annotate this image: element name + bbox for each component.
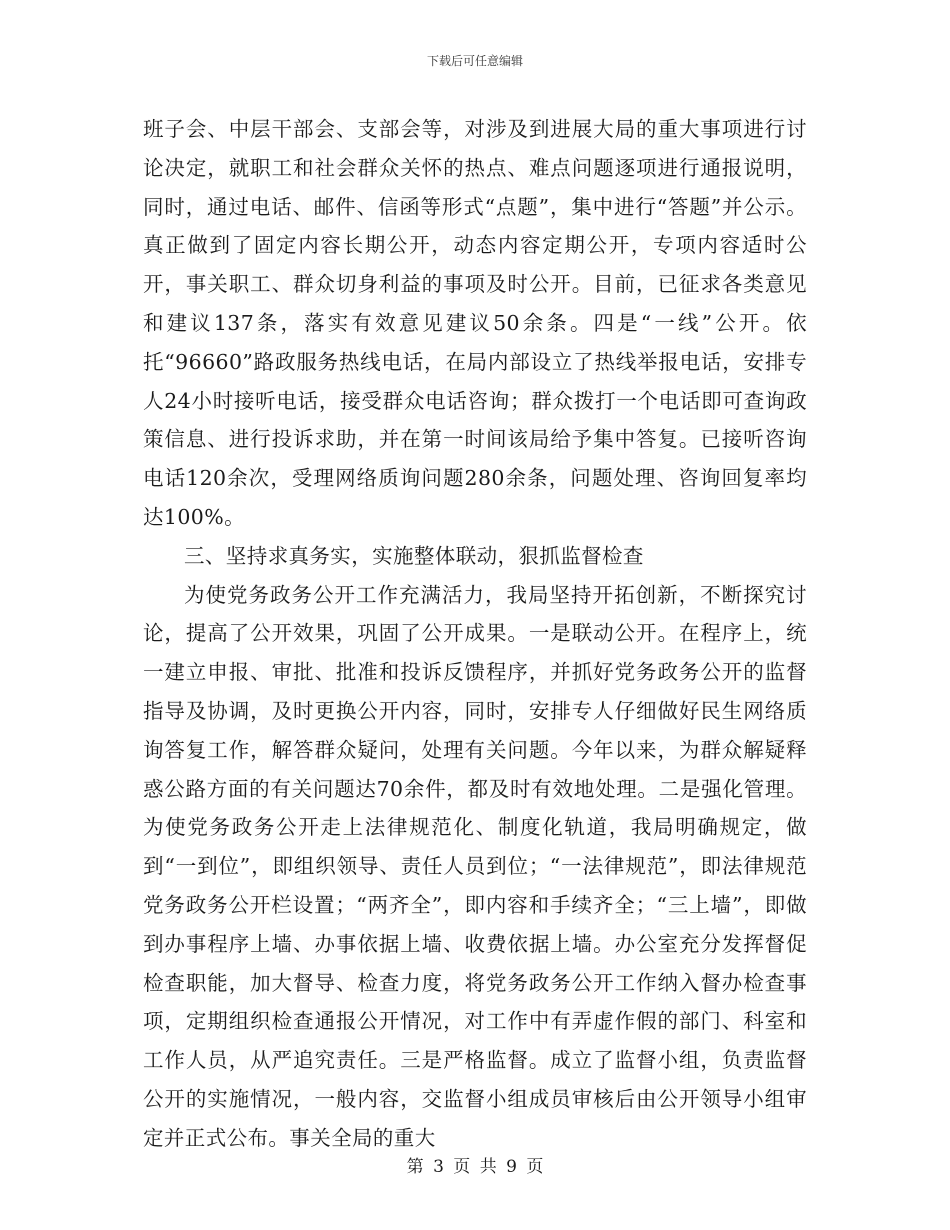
page-header-note: 下载后可任意编辑 — [426, 54, 523, 68]
body-paragraph-1: 班子会、中层干部会、支部会等，对涉及到进展大局的重大事项进行讨论决定，就职工和社会群众关怀的热点、难点问题逐项进行通报说明，同时，通过电话、邮件、信函等形式“点题”，集中进行“答题”并公示。真正做到了固定内容长期公开，动态内容定期公开，专项内容适时公开，事关职工、群众切身利益的事项及时公开。目前，已征求各类意见和建议137条，落实有效意见建议50余条。四是“一线”公开。依托“96660”路政服务热线电话，在局内部设立了热线举报电话，安排专人24小时接听电话，接受群众电话咨询；群众拨打一个电话即可查询政策信息、进行投诉求助，并在第一时间该局给予集中答复。已接听咨询电话120余次，受理网络质询问题280余条，问题处理、咨询回复率均达100%。 — [143, 117, 807, 529]
body-paragraph-2: 为使党务政务公开工作充满活力，我局坚持开拓创新，不断探究讨论，提高了公开效果，巩固了公开成果。一是联动公开。在程序上，统一建立申报、审批、批准和投诉反馈程序，并抓好党务政务公开的监督指导及协调，及时更换公开内容，同时，安排专人仔细做好民生网络质询答复工作，解答群众疑问，处理有关问题。今年以来，为群众解疑释惑公路方面的有关问题达70余件，都及时有效地处理。二是强化管理。为使党务政务公开走上法律规范化、制度化轨道，我局明确规定，做到“一到位”，即组织领导、责任人员到位；“一法律规范”，即法律规范党务政务公开栏设置；“两齐全”，即内容和手续齐全；“三上墙”，即做到办事程序上墙、办事依据上墙、收费依据上墙。办公室充分发挥督促检查职能，加大督导、检查力度，将党务政务公开工作纳入督办检查事项，定期组织检查通报公开情况，对工作中有弄虚作假的部门、科室和工作人员，从严追究责任。三是严格监督。成立了监督小组，负责监督公开的实施情况，一般内容，交监督小组成员审核后由公开领导小组审定并正式公布。事关全局的重大 — [143, 582, 807, 1150]
section-heading: 三、坚持求真务实，实施整体联动，狠抓监督检查 — [184, 543, 644, 568]
document-body — [143, 110, 807, 1158]
page-number-footer: 第 3 页 共 9 页 — [406, 1157, 544, 1177]
